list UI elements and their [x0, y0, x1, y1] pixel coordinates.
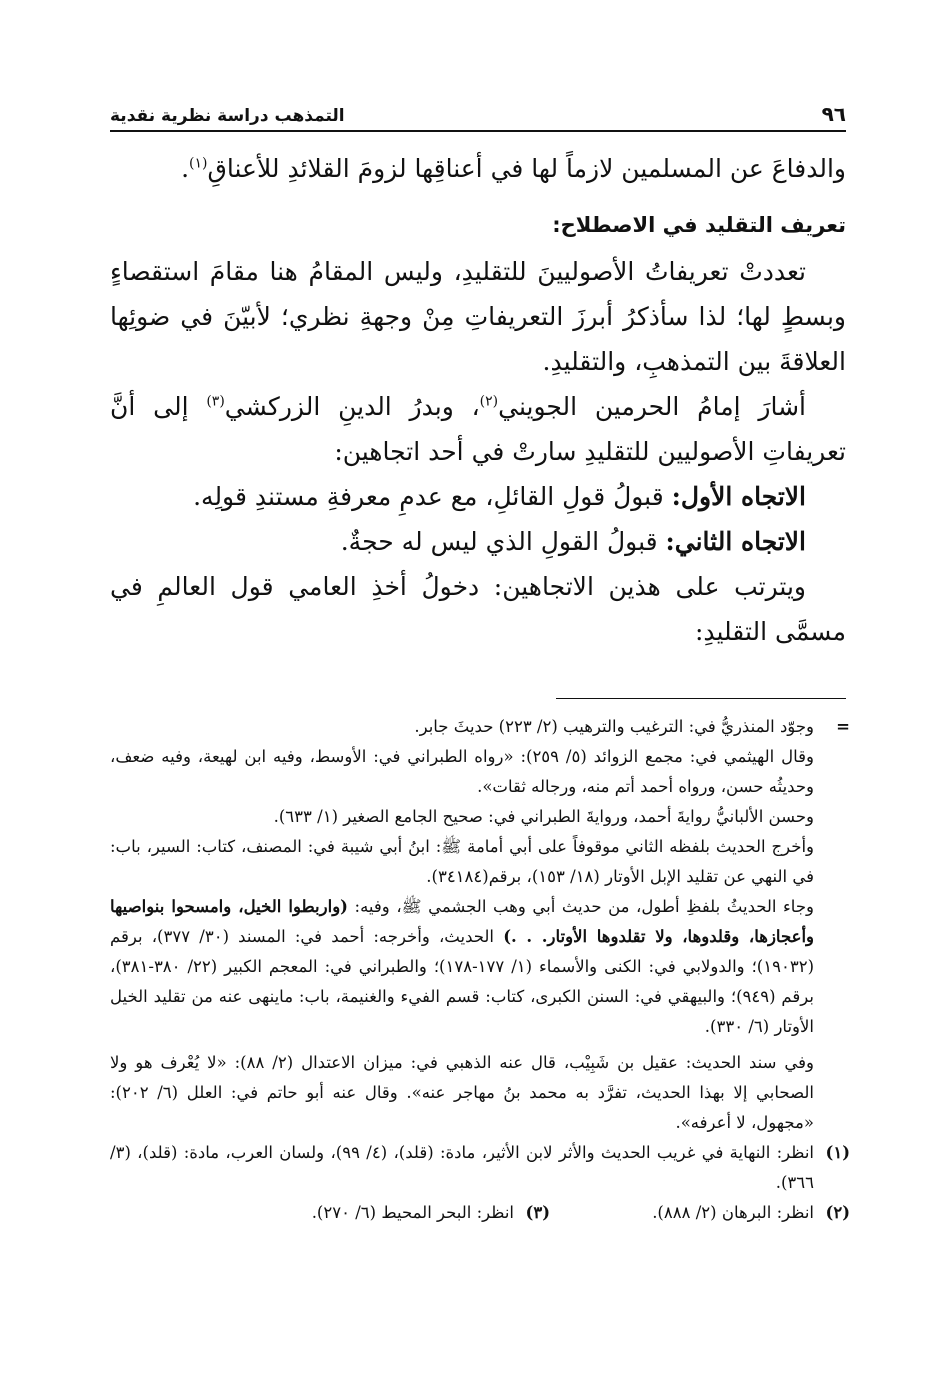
- page-number: ٩٦: [821, 102, 846, 126]
- footnotes: [110, 712, 850, 1228]
- paragraph-3: [110, 384, 846, 474]
- p3-part-c: إلى أنَّ تعريفاتِ الأصوليين للتقليدِ سارتْ في أحد اتجاهين:: [110, 392, 846, 466]
- paragraph-1: [110, 146, 846, 191]
- footnote-3-text: انظر: البحر المحيط (٦/ ٢٧٠).: [311, 1203, 514, 1222]
- para5-hadith: (واربطوا الخيل، وامسحوا بنواصيها وأعجازها، وقلدوها، ولا تقلدوها الأوتار. . .): [110, 897, 814, 946]
- cont-line-4: وأخرج الحديث بلفظه الثاني موقوفاً على أبي أمامة ﷺ: ابنُ أبي شيبة في: المصنف، كتاب: السير، باب: في النهي عن تقليد الإبل الأوتار (١٨/ ١٥٣)، برقم(٣٤١٨٤).: [110, 837, 814, 886]
- cont-para-5: [110, 892, 814, 1042]
- approach-1: [110, 474, 846, 519]
- p1-text: والدفاعَ عن المسلمين لازماً لها في أعناقِها لزومَ القلائدِ للأعناقِ: [207, 154, 846, 183]
- footnotes-2-3: [110, 1198, 850, 1228]
- footnote-3: [110, 1198, 550, 1228]
- approach-2-text: قبولُ القولِ الذي ليس له حجةٌ.: [340, 527, 666, 556]
- continuation-mark: =: [836, 717, 850, 736]
- continuation-body: [110, 712, 814, 1138]
- footnote-separator: [556, 698, 846, 699]
- cont-para-6: وفي سند الحديث: عقيل بن شَبِيْب، قال عنه الذهبي في: ميزان الاعتدال (٢/ ٨٨): «لا يُعْرف هو ولا الصحابي إلا بهذا الحديث، تفرَّد به محمد بنُ مهاجر عنه». وقال عنه أبو حاتم في: العلل (٦/ ٢٠٢): «مجهول، لا أعرفه».: [110, 1053, 814, 1132]
- footnote-ref-3: (٣): [206, 393, 225, 410]
- cont-line-1: وجوّد المنذريُّ في: الترغيب والترهيب (٢/ ٢٢٣) حديثَ جابر.: [414, 717, 814, 736]
- para5-b: الحديث، وأخرجه: أحمد في: المسند (٣٠/ ٣٧٧)، برقم (١٩٠٣٢)؛ والدولابي في: الكنى والأسماء (١/ ١٧٧-١٧٨)؛ والطبراني في: المعجم الكبير (٢٢/ ٣٨٠-٣٨١)، برقم (٩٤٩)؛ والبيهقي في: السنن الكبرى، كتاب: قسم الفيء والغنيمة، باب: ماينهى عنه من تقليد الخيل الأوتار (٦/ ٣٣٠).: [110, 927, 814, 1036]
- paragraph-4: ويترتب على هذين الاتجاهين: دخولُ أخذِ العامي قول العالمِ في مسمَّى التقليدِ:: [110, 572, 846, 646]
- running-header: [110, 96, 846, 132]
- footnote-continuation: [110, 712, 850, 1138]
- p3-part-a: أشارَ إمامُ الحرمين الجويني: [498, 392, 806, 421]
- main-text: [110, 146, 846, 654]
- approach-2-label: الاتجاه الثاني:: [665, 527, 806, 556]
- cont-line-3: وحسن الألبانيُّ روايةَ أحمد، وروايةَ الطبراني في: صحيح الجامع الصغير (١/ ٦٣٣).: [273, 807, 814, 826]
- approach-1-text: قبولُ قولِ القائلِ، مع عدمِ معرفةِ مستندِ قولِه.: [193, 482, 672, 511]
- cont-line-2: وقال الهيثمي في: مجمع الزوائد (٥/ ٢٥٩): «رواه الطبراني في: الأوسط، وفيه ابن لهيعة، وفيه ضعف، وحديثُه حسن، ورواه أحمد أتم منه، ورجاله ثقات».: [110, 747, 814, 796]
- p1-end: .: [181, 154, 190, 183]
- running-title: التمذهب دراسة نظرية نقدية: [110, 106, 345, 126]
- footnote-1-text: انظر: النهاية في غريب الحديث والأثر لابن الأثير، مادة: (قلد)، (٤/ ٩٩)، ولسان العرب، مادة: (قلد)، (٣/ ٣٦٦).: [110, 1143, 814, 1192]
- footnote-ref-1: (١): [189, 155, 208, 172]
- footnote-1: [110, 1138, 850, 1198]
- section-heading: تعريف التقليد في الاصطلاح:: [552, 213, 846, 237]
- footnote-1-mark: (١): [825, 1143, 850, 1162]
- footnote-3-mark: (٣): [525, 1203, 550, 1222]
- footnote-2-text: انظر: البرهان (٢/ ٨٨٨).: [652, 1203, 814, 1222]
- footnote-2-mark: (٢): [825, 1203, 850, 1222]
- approach-2: [110, 519, 846, 564]
- para5-a: وجاء الحديثُ بلفظِ أطول، من حديث أبي وهب الجشمي ﷺ، وفيه:: [347, 897, 815, 916]
- approach-1-label: الاتجاه الأول:: [671, 482, 806, 511]
- p3-part-b: ، وبدرُ الدينِ الزركشي: [224, 392, 480, 421]
- footnote-2: [550, 1198, 850, 1228]
- paragraph-2: تعددتْ تعريفاتُ الأصوليينَ للتقليدِ، وليس المقامُ هنا مقامَ استقصاءٍ وبسطٍ لها؛ لذا سأذكرُ أبرزَ التعريفاتِ مِنْ وجهةِ نظري؛ لأبيّنَ في ضوئِها العلاقةَ بين التمذهبِ، والتقليدِ.: [110, 257, 846, 376]
- footnote-ref-2: (٢): [479, 393, 499, 410]
